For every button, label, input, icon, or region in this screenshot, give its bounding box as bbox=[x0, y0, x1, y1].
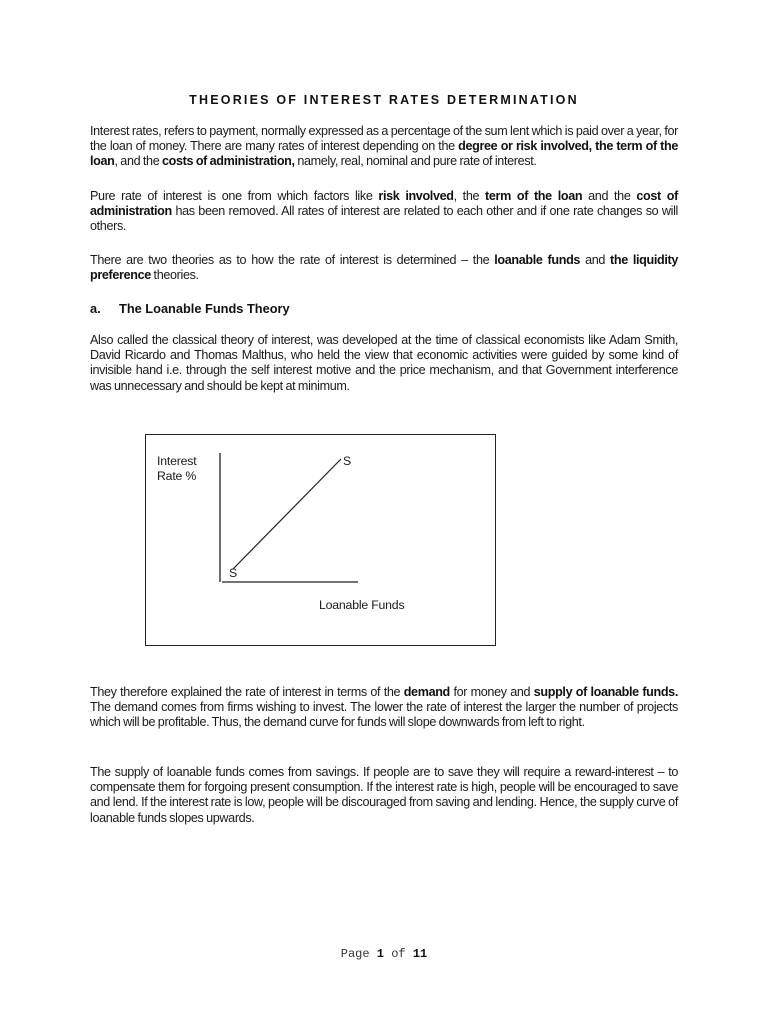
text-run: namely, real, nominal and pure rate of interest. bbox=[294, 154, 537, 169]
total-pages-number: 11 bbox=[412, 947, 428, 961]
text-run: and the bbox=[582, 189, 637, 203]
bold-text-run: risk involved bbox=[378, 189, 454, 203]
paragraph-pure-rate bbox=[90, 189, 678, 235]
bold-text-run: supply of loanable funds. bbox=[533, 685, 678, 699]
text-run: for money and bbox=[449, 685, 534, 699]
section-number: a. bbox=[90, 301, 101, 316]
text-run: Pure rate of interest is one from which factors like bbox=[90, 189, 379, 203]
x-axis-label: Loanable Funds bbox=[319, 598, 405, 612]
text-run: theories. bbox=[150, 268, 199, 283]
bold-text-run: costs of administration, bbox=[162, 154, 295, 169]
paragraph-supply-savings: The supply of loanable funds comes from savings. If people are to save they will require a reward-interest – to compensate them for forgoing present consumption. If the interest rate is high, people will be encouraged to save and lend. If the interest rate is low, people will be discouraged from saving and lending. Hence, the supply curve of loanable funds slopes upwards. bbox=[90, 765, 678, 825]
bold-text-run: demand bbox=[403, 685, 450, 699]
section-heading bbox=[90, 301, 290, 316]
supply-curve-top-label: S bbox=[343, 454, 352, 468]
page-footer bbox=[0, 947, 768, 961]
bold-text-run: degree or risk involved, the term of the loan bbox=[90, 139, 678, 169]
y-axis-label bbox=[157, 454, 196, 484]
page-of-label: of bbox=[391, 947, 406, 961]
bold-text-run: the liquidity preference bbox=[90, 253, 678, 283]
supply-curve-figure bbox=[145, 434, 496, 646]
text-run: , the bbox=[453, 189, 486, 203]
paragraph-two-theories bbox=[90, 253, 678, 283]
section-title: The Loanable Funds Theory bbox=[119, 301, 290, 316]
current-page-number: 1 bbox=[376, 947, 384, 961]
y-axis-label-line: Rate % bbox=[157, 469, 197, 483]
text-run: They therefore explained the rate of interest in terms of the bbox=[90, 685, 404, 699]
supply-curve-bottom-label: S bbox=[229, 566, 238, 580]
text-run: has been removed. All rates of interest are related to each other and if one rate changes so will others. bbox=[90, 204, 678, 234]
supply-curve-diagram bbox=[146, 435, 497, 647]
y-axis-label-line: Interest bbox=[157, 454, 197, 468]
paragraph-classical-theory: Also called the classical theory of interest, was developed at the time of classical economists like Adam Smith, David Ricardo and Thomas Malthus, who held the view that economic activities were guided by some kind of invisible hand i.e. through the self interest motive and the price mechanism, and that Government interference was unnecessary and should be kept at minimum. bbox=[90, 333, 678, 393]
bold-text-run: cost of administration bbox=[90, 189, 678, 219]
bold-text-run: loanable funds bbox=[494, 253, 581, 267]
paragraph-demand-supply bbox=[90, 685, 678, 731]
text-run: , and the bbox=[114, 154, 163, 169]
text-run: and bbox=[580, 253, 611, 267]
text-run: The demand comes from firms wishing to invest. The lower the rate of interest the larger the number of projects which will be profitable. Thus, the demand curve for funds will slope downwards from left to right. bbox=[90, 700, 678, 730]
page-label: Page bbox=[340, 947, 370, 961]
bold-text-run: term of the loan bbox=[485, 189, 583, 203]
supply-curve-line bbox=[233, 459, 341, 569]
text-run: Interest rates, refers to payment, normally expressed as a percentage of the sum lent which is paid over a year, for the loan of money. There are many rates of interest depending on the bbox=[90, 124, 678, 154]
paragraph-interest-rates-intro bbox=[90, 124, 678, 170]
text-run: There are two theories as to how the rate of interest is determined – the bbox=[90, 253, 495, 267]
document-title: THEORIES OF INTEREST RATES DETERMINATION bbox=[189, 93, 579, 107]
